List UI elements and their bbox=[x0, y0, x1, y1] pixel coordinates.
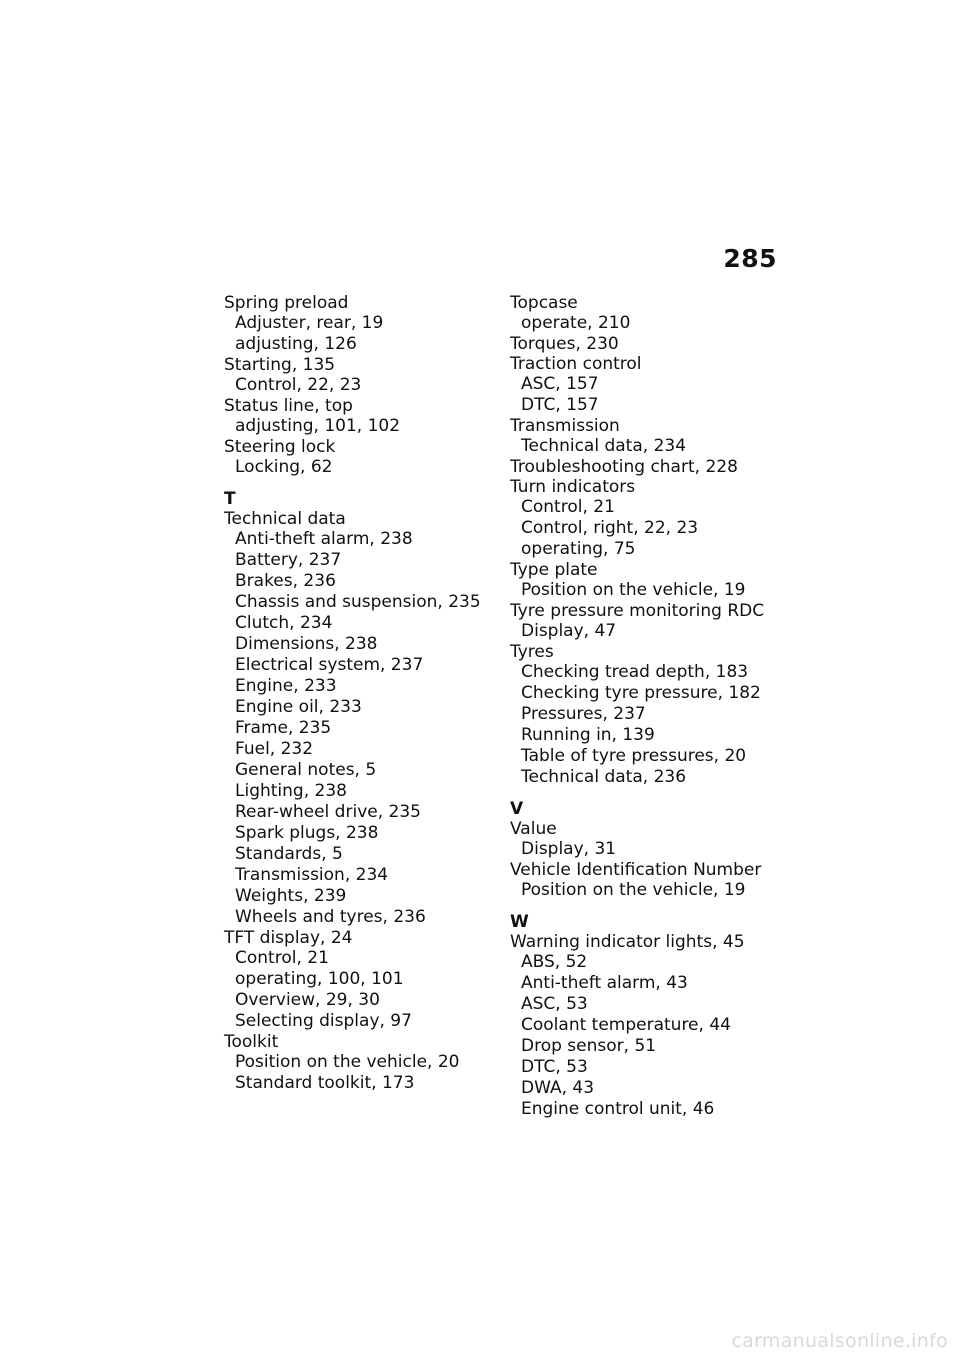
index-subentry: Display, 47 bbox=[521, 621, 617, 641]
index-entry: Starting, 135 bbox=[224, 355, 336, 375]
index-subentry: Adjuster, rear, 19 bbox=[235, 313, 384, 333]
index-entry: Tyre pressure monitoring RDC bbox=[510, 601, 765, 621]
index-subentry: Position on the vehicle, 19 bbox=[521, 580, 746, 600]
index-subentry: Standards, 5 bbox=[235, 844, 343, 864]
index-subentry: ABS, 52 bbox=[521, 952, 588, 972]
index-entry: TFT display, 24 bbox=[224, 928, 353, 948]
index-subentry: Transmission, 234 bbox=[235, 865, 389, 885]
index-entry: Transmission bbox=[510, 416, 620, 436]
index-subentry: Locking, 62 bbox=[235, 457, 333, 477]
index-column-right bbox=[510, 293, 790, 1120]
index-subentry: Electrical system, 237 bbox=[235, 655, 424, 675]
index-entry: Steering lock bbox=[224, 437, 336, 457]
index-subentry: adjusting, 101, 102 bbox=[235, 416, 401, 436]
index-subentry: Position on the vehicle, 19 bbox=[521, 880, 746, 900]
index-subentry: Checking tyre pressure, 182 bbox=[521, 683, 761, 703]
index-entry: Warning indicator lights, 45 bbox=[510, 932, 745, 952]
index-entry: Turn indicators bbox=[510, 477, 636, 497]
index-entry: Value bbox=[510, 819, 557, 839]
index-subentry: Pressures, 237 bbox=[521, 704, 646, 724]
index-subentry: Brakes, 236 bbox=[235, 571, 336, 591]
index-subentry: Dimensions, 238 bbox=[235, 634, 378, 654]
index-subentry: Control, right, 22, 23 bbox=[521, 518, 699, 538]
index-subentry: DWA, 43 bbox=[521, 1078, 595, 1098]
index-subentry: Overview, 29, 30 bbox=[235, 990, 380, 1010]
index-subentry: Display, 31 bbox=[521, 839, 617, 859]
index-subentry: Table of tyre pressures, 20 bbox=[521, 746, 747, 766]
index-subentry: ASC, 53 bbox=[521, 994, 588, 1014]
index-subentry: operating, 100, 101 bbox=[235, 969, 404, 989]
index-subentry: Standard toolkit, 173 bbox=[235, 1073, 415, 1093]
index-subentry: Running in, 139 bbox=[521, 725, 655, 745]
index-subentry: operate, 210 bbox=[521, 313, 631, 333]
index-subentry: Control, 22, 23 bbox=[235, 375, 362, 395]
index-subentry: Rear-wheel drive, 235 bbox=[235, 802, 421, 822]
index-subentry: Coolant temperature, 44 bbox=[521, 1015, 731, 1035]
index-entry: Technical data bbox=[224, 509, 346, 529]
index-entry: Toolkit bbox=[224, 1032, 279, 1052]
index-entry: Torques, 230 bbox=[510, 334, 619, 354]
index-entry: Type plate bbox=[510, 560, 598, 580]
index-entry: Topcase bbox=[510, 293, 578, 313]
index-subentry: Fuel, 232 bbox=[235, 739, 314, 759]
index-entry: Status line, top bbox=[224, 396, 353, 416]
index-entry: Traction control bbox=[510, 354, 642, 374]
index-subentry: ASC, 157 bbox=[521, 374, 599, 394]
index-subentry: Frame, 235 bbox=[235, 718, 332, 738]
index-subentry: adjusting, 126 bbox=[235, 334, 357, 354]
section-letter: W bbox=[510, 912, 529, 932]
index-subentry: Technical data, 236 bbox=[521, 767, 687, 787]
index-subentry: Anti-theft alarm, 43 bbox=[521, 973, 688, 993]
index-subentry: DTC, 53 bbox=[521, 1057, 588, 1077]
index-subentry: Checking tread depth, 183 bbox=[521, 662, 749, 682]
page-number: 285 bbox=[723, 244, 777, 273]
index-column-left bbox=[224, 293, 494, 1094]
index-entry: Tyres bbox=[510, 642, 554, 662]
index-entry: Vehicle Identification Number bbox=[510, 860, 762, 880]
index-subentry: Clutch, 234 bbox=[235, 613, 333, 633]
section-letter: V bbox=[510, 799, 524, 819]
index-subentry: Technical data, 234 bbox=[521, 436, 687, 456]
watermark: carmanualsonline.info bbox=[731, 1330, 948, 1352]
index-subentry: Lighting, 238 bbox=[235, 781, 347, 801]
index-subentry: Wheels and tyres, 236 bbox=[235, 907, 426, 927]
index-entry: Spring preload bbox=[224, 293, 349, 313]
index-entry: Troubleshooting chart, 228 bbox=[510, 457, 738, 477]
index-subentry: Drop sensor, 51 bbox=[521, 1036, 657, 1056]
index-subentry: Selecting display, 97 bbox=[235, 1011, 412, 1031]
section-letter: T bbox=[224, 489, 236, 509]
index-subentry: DTC, 157 bbox=[521, 395, 599, 415]
index-subentry: Spark plugs, 238 bbox=[235, 823, 379, 843]
index-subentry: General notes, 5 bbox=[235, 760, 377, 780]
index-subentry: Weights, 239 bbox=[235, 886, 347, 906]
index-subentry: Battery, 237 bbox=[235, 550, 342, 570]
index-subentry: operating, 75 bbox=[521, 539, 636, 559]
index-subentry: Engine oil, 233 bbox=[235, 697, 362, 717]
index-subentry: Engine, 233 bbox=[235, 676, 337, 696]
index-subentry: Chassis and suspension, 235 bbox=[235, 592, 481, 612]
index-subentry: Control, 21 bbox=[235, 948, 329, 968]
index-subentry: Anti-theft alarm, 238 bbox=[235, 529, 413, 549]
index-subentry: Control, 21 bbox=[521, 497, 615, 517]
index-subentry: Position on the vehicle, 20 bbox=[235, 1052, 460, 1072]
index-subentry: Engine control unit, 46 bbox=[521, 1099, 715, 1119]
